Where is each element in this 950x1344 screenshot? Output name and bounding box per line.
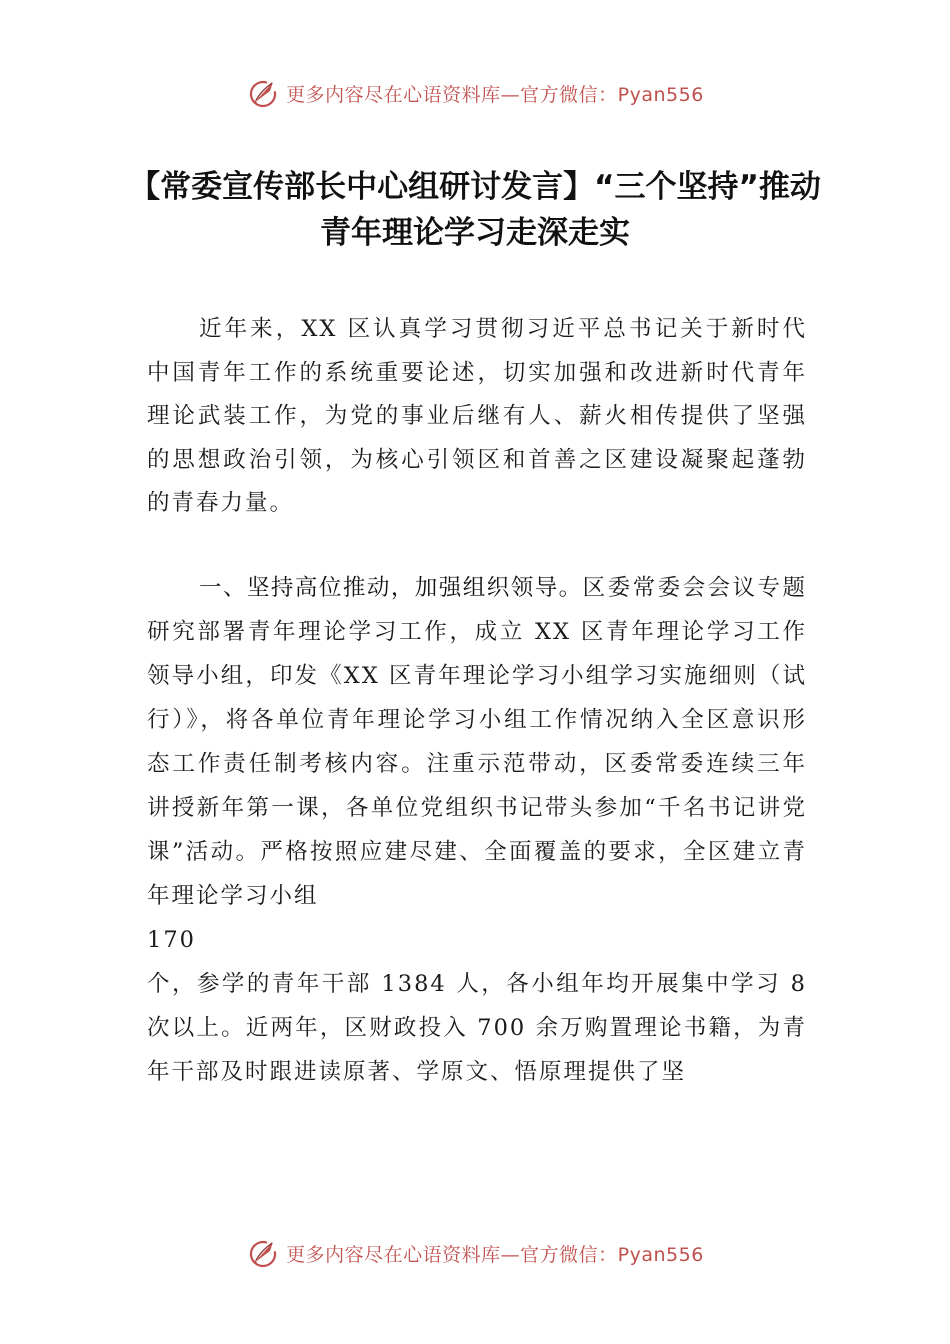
- section-1-heading: 一、坚持高位推动，加强组织领导。: [199, 575, 583, 601]
- footer-wechat-id: Pyan556: [617, 1243, 704, 1266]
- header-banner-text: 更多内容尽在心语资料库—官方微信：Pyan556: [286, 83, 704, 106]
- page-title: 【常委宣传部长中心组研讨发言】“三个坚持”推动青年理论学习走深走实: [129, 169, 821, 251]
- paragraph-section-1: [147, 566, 807, 1094]
- footer-banner-text: 更多内容尽在心语资料库—官方微信：Pyan556: [286, 1243, 704, 1266]
- quill-logo-icon: [246, 76, 280, 110]
- footer-watermark-banner: [0, 1233, 950, 1273]
- paragraph-intro: 近年来，XX 区认真学习贯彻习近平总书记关于新时代中国青年工作的系统重要论述，切实加强和改进新时代青年理论武装工作，为党的事业后继有人、薪火相传提供了坚强的思想政治引领，为核心引领区和首善之区建设凝聚起蓬勃的青春力量。: [147, 316, 807, 516]
- quill-logo-icon: [246, 1236, 280, 1270]
- section-1-text-b: 个，参学的青年干部 1384 人，各小组年均开展集中学习 8 次以上。近两年，区财政投入 700 余万购置理论书籍，为青年干部及时跟进读原著、学原文、悟原理提供了坚: [147, 971, 807, 1085]
- header-watermark-banner: [0, 73, 950, 113]
- header-wechat-id: Pyan556: [617, 83, 704, 106]
- section-1-number-line: 170: [147, 927, 196, 953]
- section-1-text-a: 区委常委会会议专题研究部署青年理论学习工作，成立 XX 区青年理论学习工作领导小组，印发《XX 区青年理论学习小组学习实施细则（试行）》，将各单位青年理论学习小组工作情况纳入全区意识形态工作责任制考核内容。注重示范带动，区委常委连续三年讲授新年第一课，各单位党组织书记带头参加“千名书记讲党课”活动。严格按照应建尽建、全面覆盖的要求，全区建立青年理论学习小组: [147, 575, 807, 909]
